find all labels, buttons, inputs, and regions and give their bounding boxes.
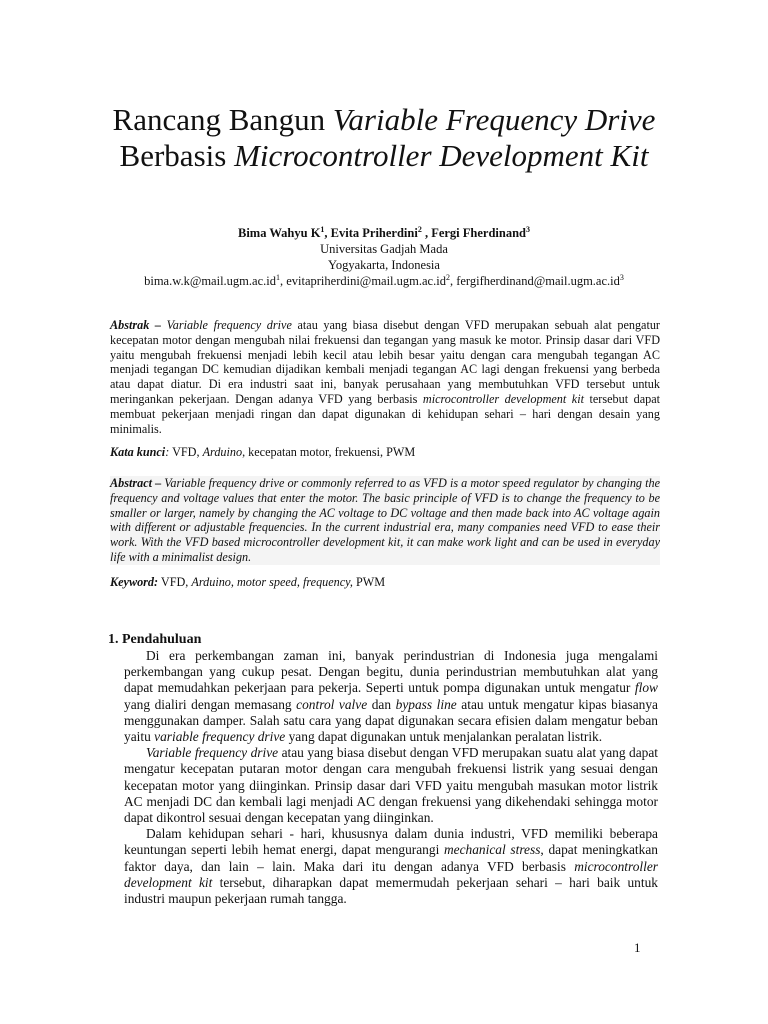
paragraph-2: Variable frequency drive atau yang biasa disebut dengan VFD merupakan suatu alat yang dapat mengatur kecepatan putaran motor dengan cara mengubah frekuensi listrik yang sesuai dengan kecepatan motor yang diinginkan. Prinsip dasar dari VFD yaitu mengubah masukan motor listrik AC menjadi DC dan kembali lagi menjadi AC dengan frekuensi yang dikehendaki sehingga motor dapat dikontrol sesuai dengan kecepatan yang diinginkan. [124,745,658,826]
keywords-indonesian: Kata kunci: VFD, Arduino, kecepatan motor, frekuensi, PWM [110,445,416,459]
abstract-english-label: Abstract – [110,476,162,490]
abstract-indonesian-label: Abstrak – [110,318,162,332]
title-line-2: Berbasis Microcontroller Development Kit [119,138,649,173]
paper-title [60,102,708,174]
author-emails: $bima.w.k@mail.ugm.ac.id^1$, $evitapriherdini@mail.ugm.ac.id^2$, $fergifherdinand@mail.ugm.ac.id^3$ [144,272,624,288]
title-line-1: Rancang Bangun Variable Frequency Drive [112,102,656,137]
section-heading-pendahuluan: 1. Pendahuluan [108,632,202,647]
page-number: 1 [634,940,641,955]
location: Yogyakarta, Indonesia [328,258,440,272]
section-body-pendahuluan [124,648,658,907]
author-names: Bima Wahyu $K^1$, Evita Priherdini$^2$ , Fergi Fherdinand$^3$ [237,224,530,240]
paragraph-1: Di era perkembangan zaman ini, banyak perindustrian di Indonesia juga mengalami perkembangan yang cukup pesat. Dengan begitu, dunia perindustrian membutuhkan alat yang dapat memudahkan pekerjaan para pekerja. Seperti untuk pompa digunakan untuk mengatur flow yang dialiri dengan memasang control valve dan bypass line atau untuk mengatur kipas biasanya menggunakan damper. Salah satu cara yang dapat digunakan secara efisien dalam mengatur beban yaitu variable frequency drive yang dapat digunakan untuk menjalankan peralatan listrik. [124,648,658,745]
abstract-indonesian [110,318,660,436]
abstract-indonesian-text: Abstrak – Variable frequency drive atau yang biasa disebut dengan VFD merupakan sebuah alat pengatur kecepatan motor dengan mengubah nilai frekuensi dan tegangan yang masuk ke motor. Prinsip dasar dari VFD yaitu mengubah frekuensi menjadi lebih kecil atau lebih besar yaitu dengan cara mengubah tegangan AC menjadi tegangan DC kemudian dijadikan kembali menjadi tegangan AC lagi dengan frekuensi yang berbeda atau dapat diatur. Di era industri saat ini, banyak perusahaan yang membutuhkan VFD tersebut untuk meringankan pekerjaan. Dengan adanya VFD yang berbasis microcontroller development kit tersebut dapat membuat pekerjaan menjadi ringan dan dapat digunakan di kehidupan sehari – hari dengan desain yang minimalis. [110,318,660,436]
paragraph-3: Dalam kehidupan sehari - hari, khususnya dalam dunia industri, VFD memiliki beberapa keuntungan seperti lebih hemat energi, dapat mengurangi mechanical stress, dapat meningkatkan faktor daya, dan lain – lain. Maka dari itu dengan adanya VFD berbasis microcontroller development kit tersebut, diharapkan dapat memermudah pekerjaan sehari – hari baik untuk industri maupun pekerjaan rumah tangga. [124,826,658,907]
abstract-english: Abstract – Variable frequency drive or commonly referred to as VFD is a motor speed regulator by changing the frequency and voltage values that enter the motor. The basic principle of VFD is to change the frequency to be smaller or larger, namely by changing the AC voltage to DC voltage and then made back into AC voltage again with different or adjustable frequencies. In the current industrial era, many companies need VFD to ease their work. With the VFD based microcontroller development kit, it can make work light and can be used in everyday life with a minimalist design. [110,476,660,564]
author-block [60,225,708,289]
affiliation: Universitas Gadjah Mada [320,242,448,256]
keywords-english: Keyword: VFD, Arduino, motor speed, frequency, PWM [110,575,386,589]
